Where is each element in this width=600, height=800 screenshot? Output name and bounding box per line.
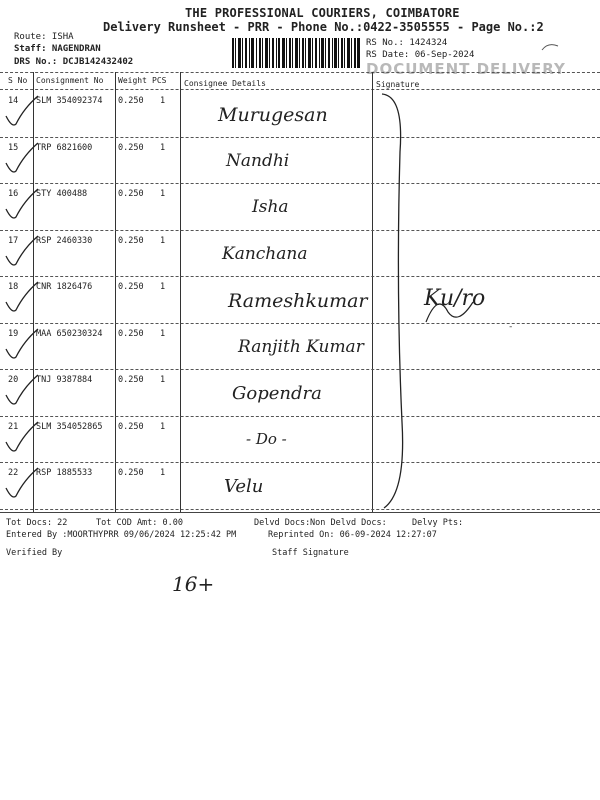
corner-mark — [540, 40, 560, 54]
delvd-docs: Delvd Docs: — [254, 518, 311, 528]
row-consignee-name: Murugesan — [218, 104, 328, 126]
row-separator — [0, 462, 600, 463]
row-weight: 0.250 — [118, 328, 144, 339]
row-separator — [0, 369, 600, 370]
non-delvd-docs: Non Delvd Docs: — [310, 518, 387, 528]
row-weight: 0.250 — [118, 96, 144, 106]
row-sno: 17 — [8, 235, 19, 246]
signature-bracket — [378, 92, 408, 512]
row-sno: 18 — [8, 282, 19, 292]
col-consignment: Consignment No — [36, 76, 104, 85]
row-check-tick — [2, 420, 42, 460]
row-check-tick — [2, 373, 42, 413]
handwritten-count: 16+ — [172, 572, 215, 596]
tot-docs: Tot Docs: 22 — [6, 518, 68, 528]
row-separator — [0, 509, 600, 510]
barcode — [232, 38, 360, 68]
col-pcs: PCS — [152, 76, 167, 85]
row-consignee-name: Gopendra — [232, 383, 322, 404]
row-separator — [0, 276, 600, 277]
row-pcs: 1 — [160, 189, 166, 199]
row-check-tick — [2, 187, 42, 227]
row-check-tick — [2, 327, 42, 367]
rs-number: RS No.: 1424324 — [366, 38, 448, 48]
verified-by: Verified By — [6, 548, 63, 558]
row-check-tick — [2, 234, 42, 274]
col-divider-2 — [115, 72, 116, 512]
staff-label: Staff: NAGENDRAN — [14, 44, 101, 54]
reprinted-on: Reprinted On: 06-09-2024 12:27:07 — [268, 530, 437, 540]
header-top-rule — [0, 72, 600, 73]
row-separator — [0, 183, 600, 184]
receiver-signature: Ku/ro — [424, 286, 486, 311]
drs-number: DRS No.: DCJB142432402 — [14, 57, 134, 67]
col-divider-3 — [180, 72, 181, 512]
row-weight: 0.250 — [118, 421, 144, 432]
row-consignment-no: RSP 2460330 — [36, 235, 93, 246]
row-separator — [0, 230, 600, 231]
row-consignee-name: Ranjith Kumar — [238, 336, 364, 357]
row-sno: 21 — [8, 421, 19, 432]
row-sno: 20 — [8, 375, 19, 385]
row-weight: 0.250 — [118, 189, 144, 199]
row-weight: 0.250 — [118, 235, 144, 246]
col-signature: Signature — [376, 80, 420, 89]
row-consignment-no: SLM 354092374 — [36, 96, 103, 106]
tot-cod-amt: Tot COD Amt: 0.00 — [96, 518, 183, 528]
col-consignee: Consignee Details — [184, 79, 266, 88]
stray-mark: - — [508, 322, 514, 332]
document-delivery-stamp: DOCUMENT DELIVERY — [366, 60, 566, 78]
row-consignee-name: Isha — [252, 197, 289, 217]
row-consignment-no: TNJ 9387884 — [36, 375, 93, 385]
header-bottom-rule — [0, 89, 600, 90]
row-separator — [0, 416, 600, 417]
entered-by: Entered By :MOORTHYPRR 09/06/2024 12:25:42 PM — [6, 530, 237, 540]
delvy-pts: Delvy Pts: — [412, 518, 464, 528]
row-consignment-no: TRP 6821600 — [36, 142, 93, 153]
row-consignment-no: STY 400488 — [36, 189, 88, 199]
row-check-tick — [2, 466, 42, 506]
row-pcs: 1 — [160, 282, 166, 292]
row-consignment-no: RSP 1885533 — [36, 468, 93, 478]
row-consignee-name: Rameshkumar — [228, 290, 368, 312]
footer-rule — [0, 512, 600, 513]
row-pcs: 1 — [160, 96, 166, 106]
row-pcs: 1 — [160, 421, 166, 432]
company-title: THE PROFESSIONAL COURIERS, COIMBATORE — [185, 6, 460, 20]
row-pcs: 1 — [160, 328, 166, 339]
staff-signature: Staff Signature — [272, 548, 349, 558]
route-label: Route: ISHA — [14, 32, 74, 42]
row-check-tick — [2, 94, 42, 134]
row-weight: 0.250 — [118, 142, 144, 153]
col-divider-4 — [372, 72, 373, 512]
row-sno: 22 — [8, 468, 19, 478]
col-weight: Weight — [118, 76, 147, 85]
runsheet-title: Delivery Runsheet - PRR - Phone No.:0422-3505555 - Page No.:2 — [103, 20, 544, 34]
row-consignee-name: - Do - — [246, 429, 287, 448]
row-pcs: 1 — [160, 375, 166, 385]
signature-flourish — [418, 282, 498, 332]
row-consignment-no: CNR 1826476 — [36, 282, 93, 292]
row-check-tick — [2, 141, 42, 181]
row-weight: 0.250 — [118, 468, 144, 478]
col-sno: S No — [8, 76, 28, 85]
row-sno: 14 — [8, 96, 19, 106]
row-pcs: 1 — [160, 142, 166, 153]
row-consignee-name: Nandhi — [226, 150, 290, 171]
row-sno: 16 — [8, 189, 19, 199]
row-consignment-no: SLM 354052865 — [36, 421, 103, 432]
row-separator — [0, 137, 600, 138]
rs-date: RS Date: 06-Sep-2024 — [366, 50, 475, 60]
row-consignee-name: Kanchana — [222, 243, 308, 264]
row-weight: 0.250 — [118, 282, 144, 292]
row-consignee-name: Velu — [224, 476, 264, 497]
row-pcs: 1 — [160, 468, 166, 478]
row-weight: 0.250 — [118, 375, 144, 385]
row-check-tick — [2, 280, 42, 320]
row-consignment-no: MAA 650230324 — [36, 328, 103, 339]
row-sno: 15 — [8, 142, 19, 153]
row-pcs: 1 — [160, 235, 166, 246]
row-sno: 19 — [8, 328, 19, 339]
